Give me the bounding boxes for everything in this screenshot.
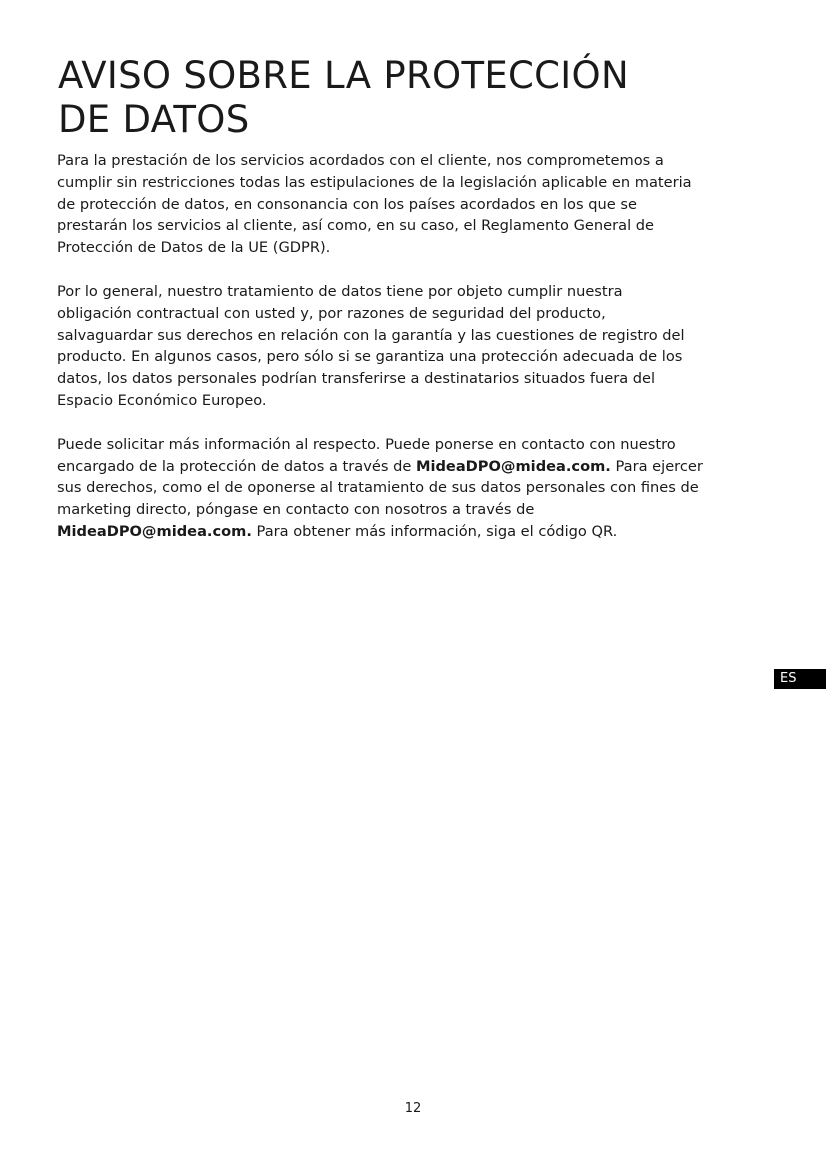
- document-body: [57, 150, 777, 565]
- page-title-line-1: AVISO SOBRE LA PROTECCIÓN: [58, 54, 629, 97]
- page-title: [58, 54, 778, 142]
- text-segment: Para ejercer: [610, 457, 703, 475]
- text-line: Por lo general, nuestro tratamiento de datos tiene por objeto cumplir nuestra: [57, 282, 623, 300]
- language-tab: ES: [774, 669, 826, 689]
- text-line: Espacio Económico Europeo.: [57, 391, 267, 409]
- text-segment: encargado de la protección de datos a través de: [57, 457, 416, 475]
- paragraph-contact: [57, 434, 777, 543]
- text-line: sus derechos, como el de oponerse al tratamiento de sus datos personales con fines de: [57, 479, 699, 497]
- text-line: Protección de Datos de la UE (GDPR).: [57, 239, 331, 257]
- text-line: cumplir sin restricciones todas las estipulaciones de la legislación aplicable en materia: [57, 173, 692, 191]
- text-line: datos, los datos personales podrían transferirse a destinatarios situados fuera del: [57, 370, 656, 388]
- page-number: 12: [404, 1101, 422, 1116]
- paragraph-data-processing: [57, 281, 777, 412]
- text-line: [57, 456, 777, 478]
- paragraph-service-commitment: [57, 150, 777, 259]
- page-title-line-2: DE DATOS: [58, 98, 250, 141]
- text-line: Para la prestación de los servicios acordados con el cliente, nos comprometemos a: [57, 152, 664, 169]
- text-line: producto. En algunos casos, pero sólo si se garantiza una protección adecuada de los: [57, 348, 683, 366]
- text-segment: Para obtener más información, siga el código QR.: [251, 522, 618, 540]
- text-line: salvaguardar sus derechos en relación con la garantía y las cuestiones de registro del: [57, 326, 685, 344]
- text-line: obligación contractual con usted y, por razones de seguridad del producto,: [57, 304, 606, 322]
- text-line: prestarán los servicios al cliente, así como, en su caso, el Reglamento General de: [57, 217, 655, 235]
- dpo-email-link[interactable]: MideaDPO@midea.com.: [57, 522, 252, 540]
- text-line: de protección de datos, en consonancia con los países acordados en los que se: [57, 195, 637, 213]
- text-line: marketing directo, póngase en contacto con nosotros a través de: [57, 501, 535, 519]
- text-line: [57, 521, 777, 543]
- text-line: Puede solicitar más información al respecto. Puede ponerse en contacto con nuestro: [57, 435, 676, 453]
- dpo-email-link[interactable]: MideaDPO@midea.com.: [415, 457, 611, 475]
